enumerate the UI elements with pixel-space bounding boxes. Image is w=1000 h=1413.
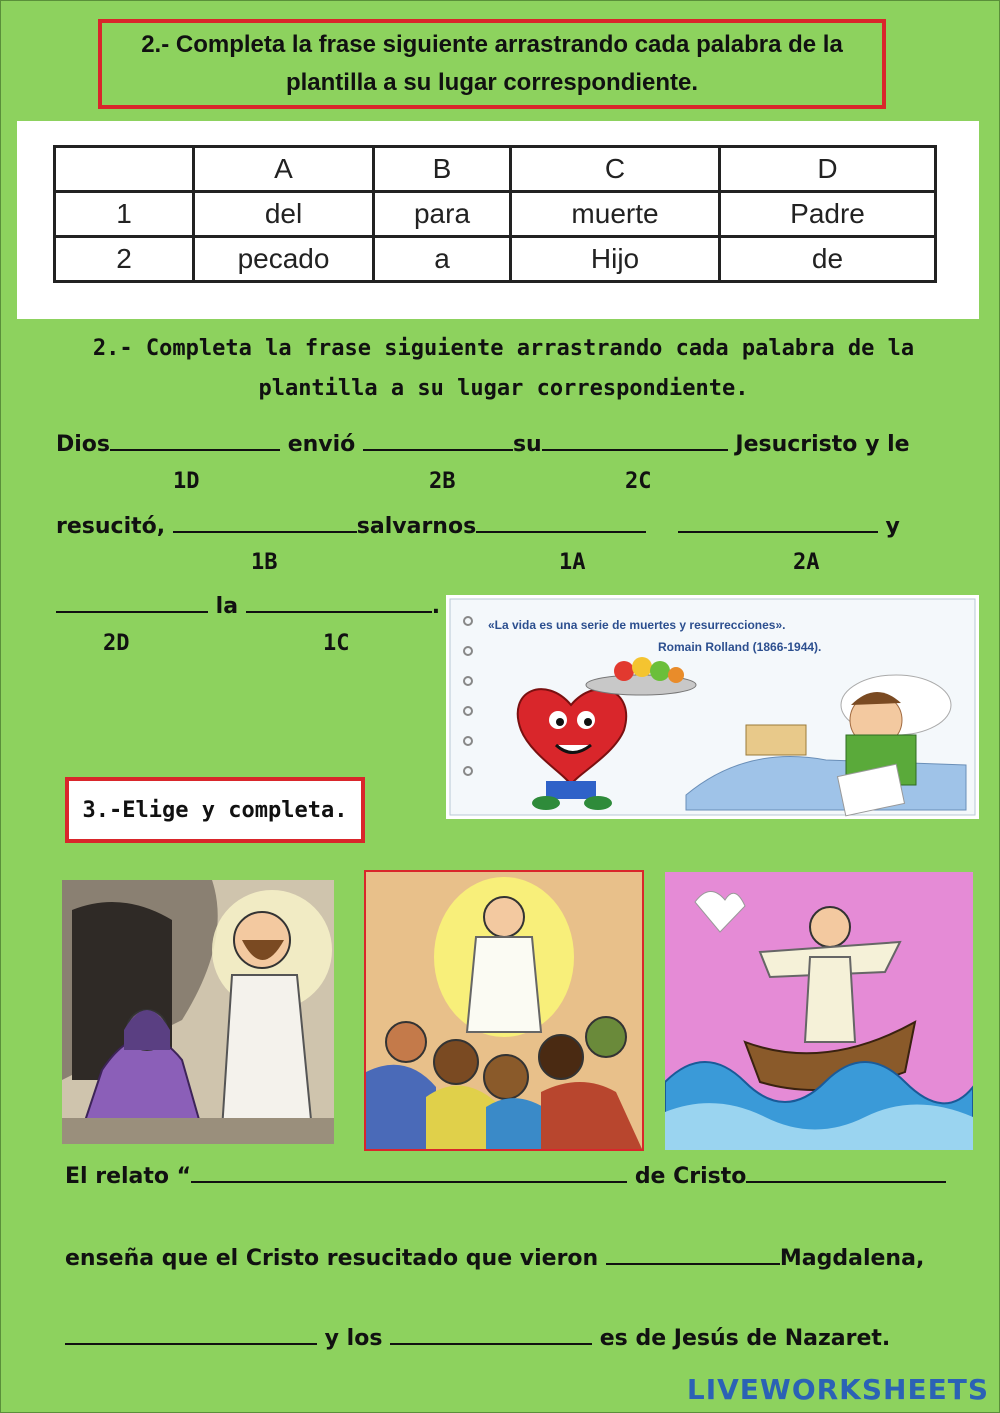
risen-christ-image (364, 870, 644, 1151)
text-magdalena: Magdalena, (779, 1246, 925, 1271)
brand-text: LIVEWORKSHEETS (686, 1373, 989, 1406)
table-cell: C (511, 147, 720, 192)
blank-line3-a[interactable] (65, 1321, 317, 1345)
quote-text: «La vida es una serie de muertes y resurrecciones». (488, 618, 786, 632)
table-cell: de (720, 237, 936, 282)
table-cell: muerte (511, 192, 720, 237)
sentence-line-3 (56, 589, 440, 619)
table-cell (55, 147, 194, 192)
text-y-los: y los (324, 1326, 383, 1351)
table-cell: 2 (55, 237, 194, 282)
blank-2b[interactable] (363, 427, 513, 451)
code-label: 1C (323, 631, 350, 656)
code-label: 2B (429, 469, 456, 494)
blank-1a[interactable] (476, 509, 646, 533)
section3-line-3 (65, 1321, 890, 1351)
code-label: 1D (173, 469, 200, 494)
table-cell: A (194, 147, 374, 192)
quote-author: Romain Rolland (1866-1944). (658, 640, 822, 654)
table-row (55, 192, 936, 237)
code-label: 1A (559, 550, 586, 575)
section3-line-1 (65, 1159, 946, 1189)
text-de-cristo: de Cristo (634, 1164, 747, 1189)
section3-title-box (65, 777, 365, 843)
liveworksheets-logo (687, 1373, 989, 1406)
table-cell: del (194, 192, 374, 237)
table-header-row (55, 147, 936, 192)
boat-storm-image (665, 872, 973, 1150)
word-y: y (885, 514, 900, 539)
blank-relato[interactable] (191, 1159, 627, 1183)
blank-cristo[interactable] (746, 1159, 946, 1183)
word-period: . (431, 594, 441, 619)
table-cell: a (374, 237, 511, 282)
table-cell: D (720, 147, 936, 192)
code-label: 2C (625, 469, 652, 494)
code-label: 2D (103, 631, 130, 656)
word-su: su (512, 432, 542, 457)
blank-1d[interactable] (110, 427, 280, 451)
table-cell: pecado (194, 237, 374, 282)
text-relato: El relato “ (65, 1164, 192, 1189)
blank-2c[interactable] (542, 427, 728, 451)
section3-title: 3.-Elige y completa. (82, 797, 348, 823)
sentence-line-2 (56, 509, 900, 539)
word-envio: envió (287, 432, 356, 457)
code-label: 2A (793, 550, 820, 575)
text-ensena: enseña que el Cristo resucitado que vieron (65, 1246, 599, 1271)
word-la: la (215, 594, 239, 619)
table-cell: Hijo (511, 237, 720, 282)
section2-instruction: 2.- Completa la frase siguiente arrastrando cada palabra de la plantilla a su lugar correspondiente. (92, 336, 915, 401)
word-salvarnos: salvarnos (356, 514, 477, 539)
word-jesucristo: Jesucristo y le (735, 432, 910, 457)
section2-title: 2.- Completa la frase siguiente arrastrando cada palabra de la plantilla a su lugar correspondiente. (141, 31, 843, 96)
blank-2a[interactable] (678, 509, 878, 533)
table-cell: 1 (55, 192, 194, 237)
text-jesus-nazaret: es de Jesús de Nazaret. (599, 1326, 891, 1351)
table-cell: B (374, 147, 511, 192)
section2-title-box (98, 19, 886, 109)
sentence-line-1 (56, 427, 910, 457)
table-cell: para (374, 192, 511, 237)
heart-illustration (446, 595, 979, 819)
word-dios: Dios (56, 432, 111, 457)
table-cell: Padre (720, 192, 936, 237)
word-table (53, 145, 937, 283)
blank-line3-b[interactable] (390, 1321, 592, 1345)
tomb-scene-image (62, 880, 334, 1144)
section3-line-2 (65, 1241, 924, 1271)
code-label: 1B (251, 550, 278, 575)
word-resucito: resucitó, (56, 514, 166, 539)
blank-1b[interactable] (173, 509, 357, 533)
table-row (55, 237, 936, 282)
blank-1c[interactable] (246, 589, 432, 613)
blank-vieron[interactable] (606, 1241, 780, 1265)
blank-2d[interactable] (56, 589, 208, 613)
